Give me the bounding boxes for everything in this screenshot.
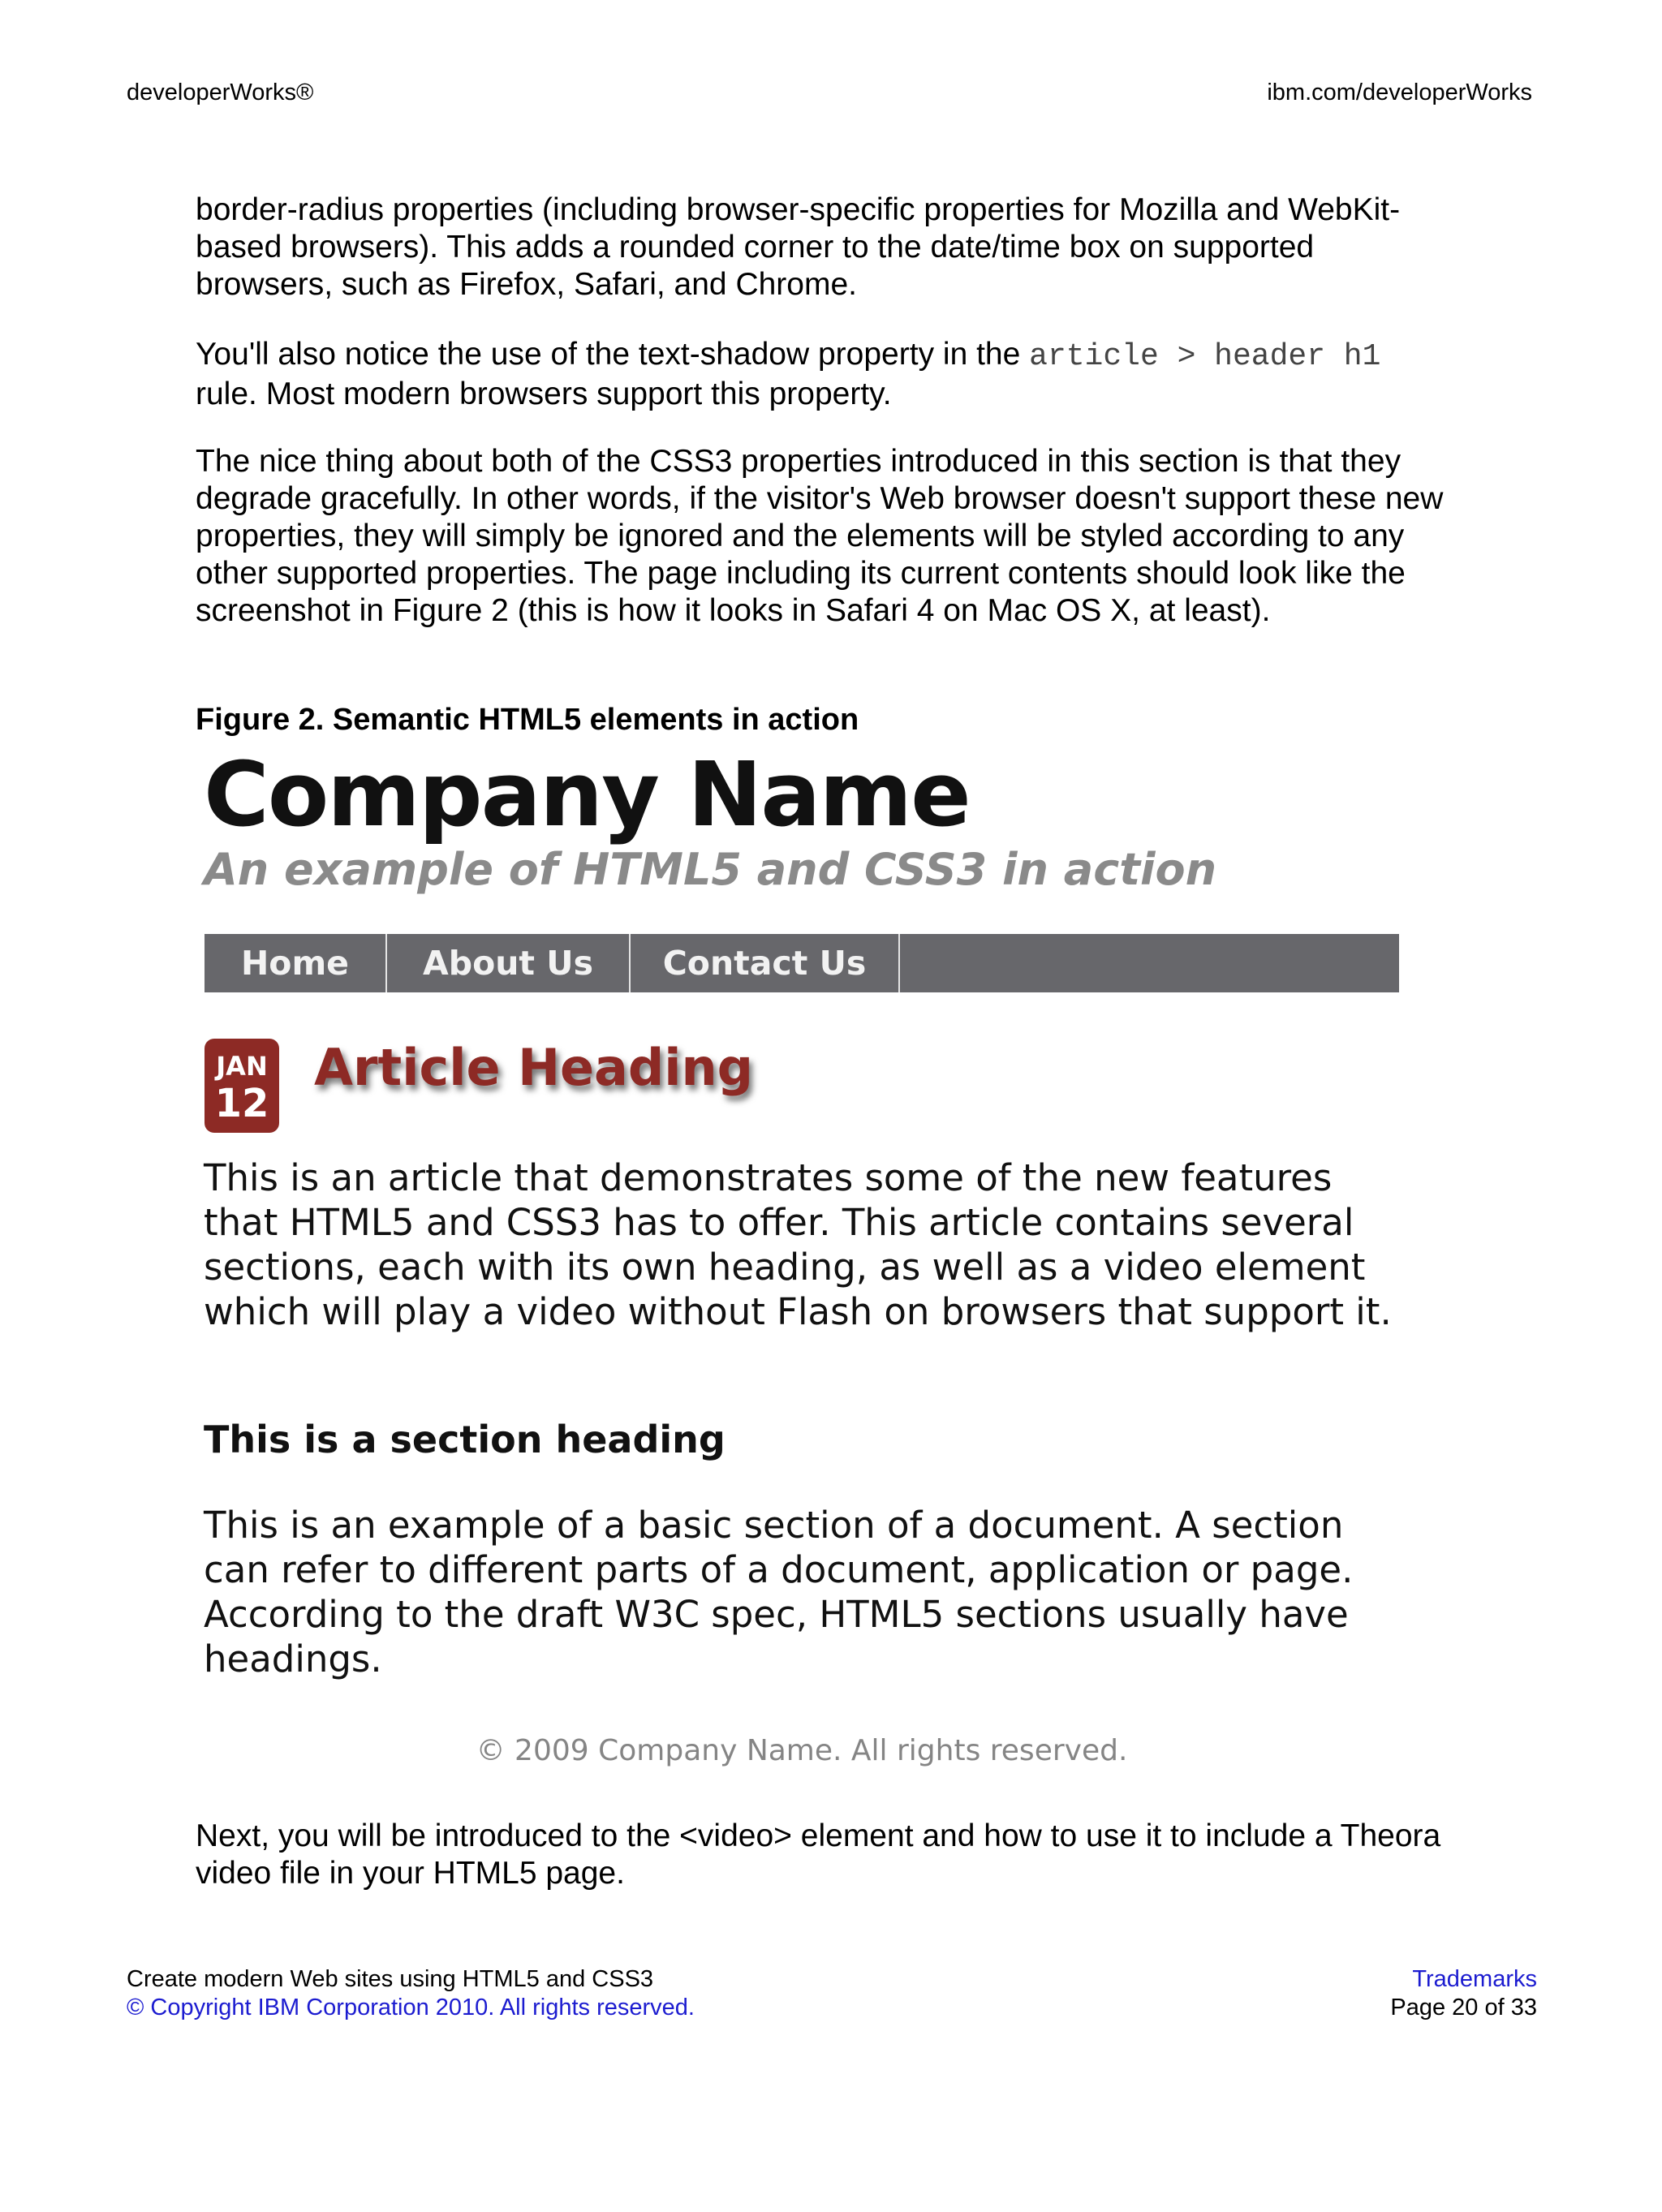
header-brand: developerWorks® — [127, 80, 314, 105]
paragraph-degrade-gracefully: The nice thing about both of the CSS3 properties introduced in this section is that they degrade gracefully. In other words, if the visitor's Web browser doesn't support these new properties, they will simply be ignored and the elements will be styled according to any other supported properties. The page including its current contents should look like the screenshot in Figure 2 (this is how it looks in Safari 4 on Mac OS X, at least). — [196, 444, 1444, 628]
footer-trademarks-link[interactable]: Trademarks — [1412, 1966, 1537, 1992]
paragraph-border-radius: border-radius properties (including browser-specific properties for Mozilla and WebKit-based browsers). This adds a rounded corner to the date/time box on supported browsers, such as Firefox, Safari, and Chrome. — [196, 192, 1401, 302]
figure-screenshot — [196, 742, 1413, 1788]
footer-copyright-link[interactable]: © Copyright IBM Corporation 2010. All rights reserved. — [127, 1995, 695, 2020]
paragraph-text-shadow-tail: rule. Most modern browsers support this property. — [196, 377, 892, 411]
paragraph-text-shadow — [196, 336, 1445, 413]
footer-article-title: Create modern Web sites using HTML5 and CSS3 — [127, 1966, 654, 1992]
figure-nav-bar — [205, 934, 1399, 992]
figure-date-box — [205, 1039, 279, 1133]
running-header — [127, 78, 1532, 107]
footer-page-number: Page 20 of 33 — [1390, 1995, 1537, 2020]
figure-date-day: 12 — [214, 1081, 269, 1126]
header-site: ibm.com/developerWorks — [1267, 80, 1532, 105]
figure-article-heading: Article Heading — [314, 1038, 754, 1097]
figure-article-text: This is an article that demonstrates some of the new features that HTML5 and CSS3 has to offer. This article contains several sections, each with its own heading, as well as a video element which will play a video without Flash on browsers that support it. — [204, 1156, 1392, 1333]
figure-nav-home[interactable]: Home — [205, 934, 387, 992]
figure-nav-about-us[interactable]: About Us — [387, 934, 631, 992]
paragraph-next-video: Next, you will be introduced to the <video> element and how to use it to include a Theora video file in your HTML5 page. — [196, 1818, 1441, 1891]
code-selector: article > header h1 — [1029, 339, 1381, 374]
figure-tagline: An example of HTML5 and CSS3 in action — [204, 844, 1217, 895]
figure-date-month: JAN — [216, 1051, 268, 1082]
figure-company-name: Company Name — [204, 742, 970, 846]
figure-nav-contact-us[interactable]: Contact Us — [631, 934, 900, 992]
figure-footer: © 2009 Company Name. All rights reserved. — [476, 1734, 1128, 1767]
paragraph-text-shadow-lead: You'll also notice the use of the text-shadow property in the — [196, 337, 1030, 372]
figure-caption: Figure 2. Semantic HTML5 elements in action — [196, 703, 859, 737]
figure-section-heading: This is a section heading — [204, 1418, 726, 1461]
figure-section-text: This is an example of a basic section of a document. A section can refer to different parts of a document, application or page. According to the draft W3C spec, HTML5 sections usually have headings. — [204, 1504, 1354, 1681]
